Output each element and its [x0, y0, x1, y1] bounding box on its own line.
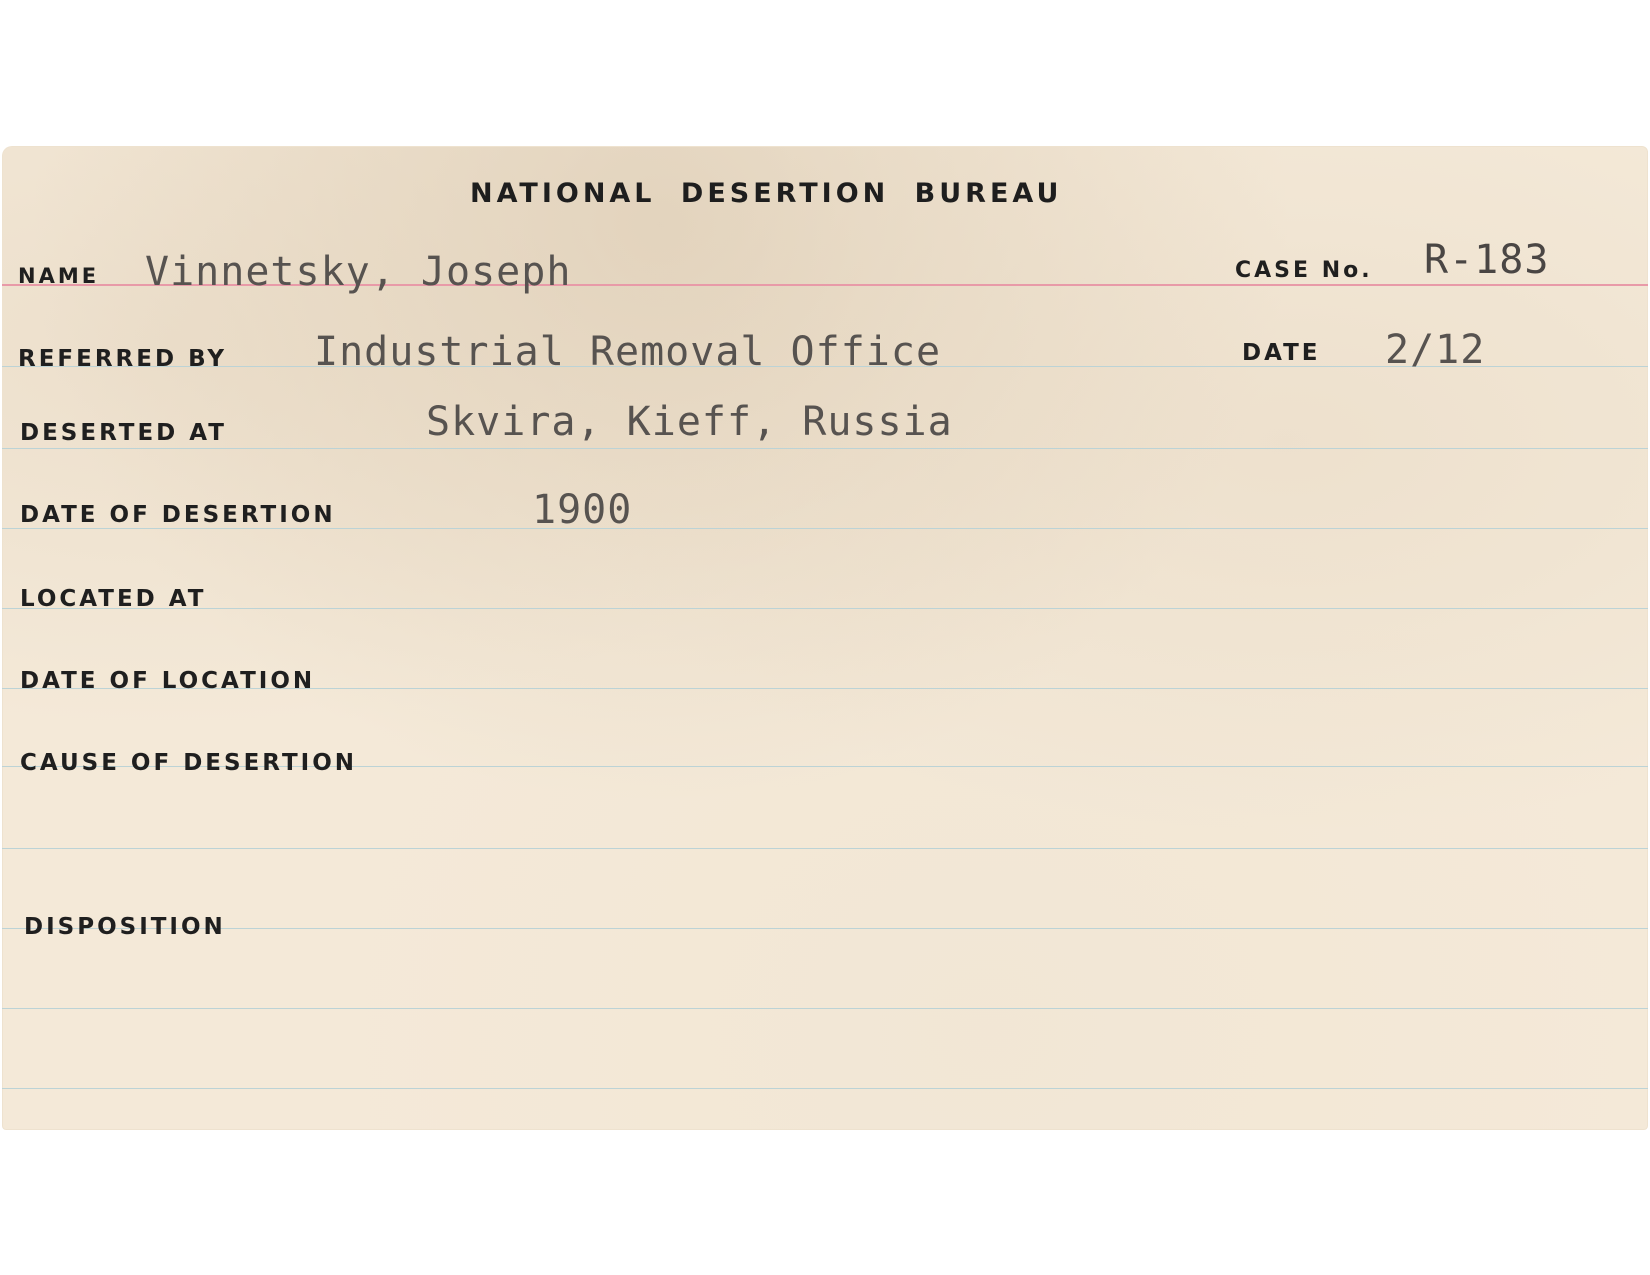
ruled-line: [2, 608, 1648, 609]
deserted-at-value: Skvira, Kieff, Russia: [426, 399, 953, 445]
date-label: DATE: [1242, 340, 1321, 366]
case-no-value: R-183: [1424, 237, 1550, 283]
ruled-line: [2, 1088, 1648, 1089]
ruled-line: [2, 848, 1648, 849]
located-at-label: LOCATED AT: [20, 586, 207, 612]
index-card: [2, 146, 1648, 1130]
date-of-location-label: DATE OF LOCATION: [20, 668, 316, 694]
ruled-line: [2, 928, 1648, 929]
ruled-line: [2, 528, 1648, 529]
cause-of-desertion-label: CAUSE OF DESERTION: [20, 750, 358, 776]
ruled-line: [2, 448, 1648, 449]
disposition-label: DISPOSITION: [24, 914, 226, 940]
card-title: NATIONAL DESERTION BUREAU: [470, 178, 1063, 209]
date-of-desertion-label: DATE OF DESERTION: [20, 502, 336, 528]
referred-by-value: Industrial Removal Office: [314, 329, 942, 375]
case-no-label: CASE No.: [1235, 258, 1373, 283]
deserted-at-label: DESERTED AT: [20, 420, 227, 446]
name-label: NAME: [18, 264, 100, 288]
ruled-line: [2, 1008, 1648, 1009]
date-value: 2/12: [1385, 327, 1486, 373]
referred-by-label: REFERRED BY: [18, 346, 228, 372]
name-value: Vinnetsky, Joseph: [145, 249, 572, 295]
date-of-desertion-value: 1900: [532, 487, 633, 533]
